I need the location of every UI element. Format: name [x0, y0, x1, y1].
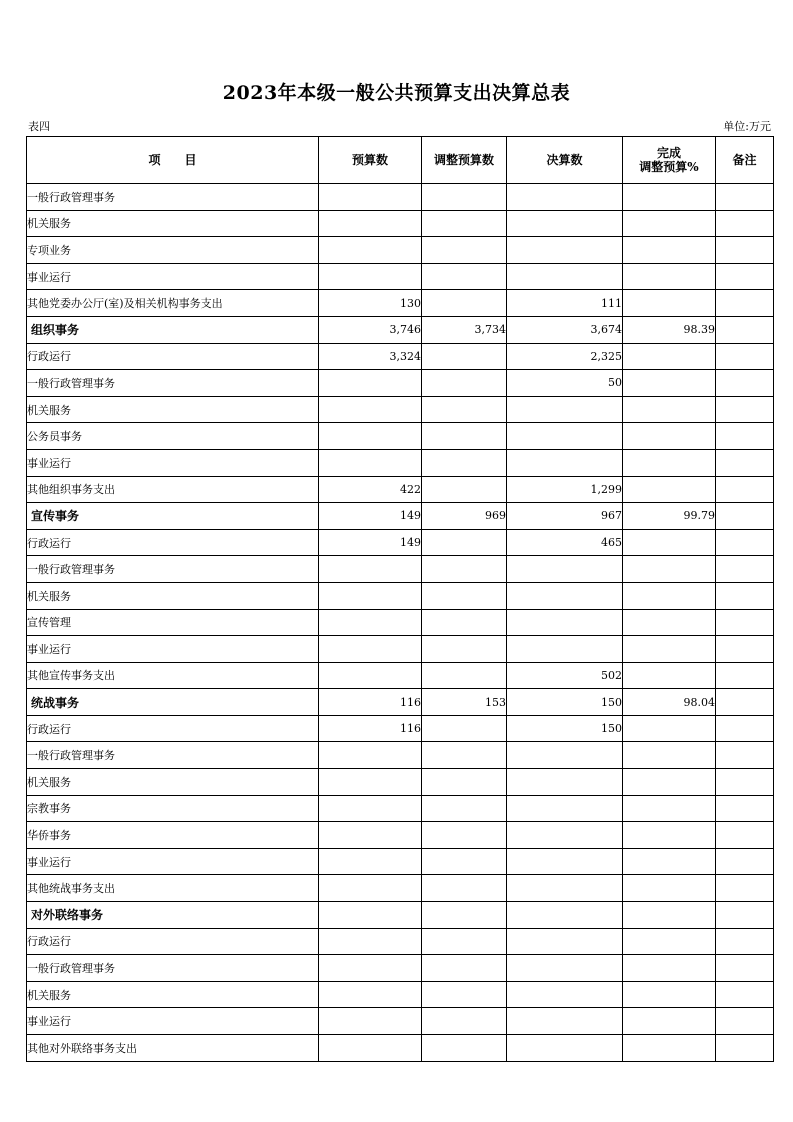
row-item-name: 宗教事务: [27, 795, 319, 822]
row-budget: [319, 263, 422, 290]
row-adjusted-budget: 153: [422, 689, 507, 716]
row-completion-rate: [623, 556, 716, 583]
row-final-amount: 465: [507, 529, 623, 556]
row-remark: [716, 316, 774, 343]
row-completion-rate: [623, 449, 716, 476]
row-final-amount: 2,325: [507, 343, 623, 370]
row-final-amount: 111: [507, 290, 623, 317]
row-item-name: 公务员事务: [27, 423, 319, 450]
table-category-row: [27, 503, 774, 530]
row-completion-rate: [623, 742, 716, 769]
row-budget: [319, 556, 422, 583]
row-final-amount: [507, 875, 623, 902]
table-row: [27, 582, 774, 609]
row-adjusted-budget: [422, 875, 507, 902]
row-adjusted-budget: [422, 529, 507, 556]
table-row: [27, 290, 774, 317]
row-budget: [319, 928, 422, 955]
row-final-amount: [507, 396, 623, 423]
row-item-name: 统战事务: [27, 689, 319, 716]
table-row: [27, 556, 774, 583]
row-item-name: 机关服务: [27, 582, 319, 609]
table-row: [27, 476, 774, 503]
row-remark: [716, 1035, 774, 1062]
row-remark: [716, 529, 774, 556]
table-category-row: [27, 689, 774, 716]
row-completion-rate: [623, 423, 716, 450]
row-remark: [716, 848, 774, 875]
row-remark: [716, 184, 774, 211]
row-adjusted-budget: [422, 1008, 507, 1035]
row-budget: [319, 1035, 422, 1062]
row-completion-rate: [623, 237, 716, 264]
row-final-amount: 967: [507, 503, 623, 530]
row-completion-rate: [623, 875, 716, 902]
row-final-amount: [507, 556, 623, 583]
row-budget: [319, 875, 422, 902]
row-remark: [716, 928, 774, 955]
header-remark: 备注: [716, 137, 774, 184]
row-final-amount: 150: [507, 689, 623, 716]
row-item-name: 事业运行: [27, 636, 319, 663]
row-adjusted-budget: [422, 476, 507, 503]
row-completion-rate: [623, 636, 716, 663]
row-remark: [716, 370, 774, 397]
row-budget: [319, 848, 422, 875]
row-completion-rate: [623, 715, 716, 742]
row-adjusted-budget: [422, 263, 507, 290]
row-remark: [716, 902, 774, 929]
row-remark: [716, 609, 774, 636]
row-budget: [319, 609, 422, 636]
row-final-amount: [507, 263, 623, 290]
row-budget: [319, 449, 422, 476]
row-adjusted-budget: [422, 609, 507, 636]
row-remark: [716, 503, 774, 530]
row-remark: [716, 396, 774, 423]
row-adjusted-budget: [422, 981, 507, 1008]
header-budget: 预算数: [319, 137, 422, 184]
row-budget: 130: [319, 290, 422, 317]
table-row: [27, 742, 774, 769]
row-completion-rate: [623, 263, 716, 290]
row-adjusted-budget: [422, 1035, 507, 1062]
expenditure-table: [26, 136, 774, 1062]
row-remark: [716, 636, 774, 663]
row-adjusted-budget: [422, 769, 507, 796]
table-row: [27, 848, 774, 875]
row-budget: [319, 184, 422, 211]
row-remark: [716, 981, 774, 1008]
unit-label: 单位:万元: [723, 120, 771, 133]
row-final-amount: [507, 423, 623, 450]
row-completion-rate: 98.04: [623, 689, 716, 716]
row-adjusted-budget: [422, 210, 507, 237]
row-final-amount: [507, 184, 623, 211]
row-completion-rate: [623, 609, 716, 636]
table-row: [27, 370, 774, 397]
row-remark: [716, 769, 774, 796]
row-final-amount: 3,674: [507, 316, 623, 343]
row-item-name: 宣传管理: [27, 609, 319, 636]
row-adjusted-budget: [422, 848, 507, 875]
row-budget: 149: [319, 503, 422, 530]
row-completion-rate: [623, 822, 716, 849]
row-item-name: 事业运行: [27, 449, 319, 476]
row-budget: [319, 370, 422, 397]
row-item-name: 机关服务: [27, 981, 319, 1008]
row-item-name: 行政运行: [27, 715, 319, 742]
row-adjusted-budget: [422, 556, 507, 583]
row-remark: [716, 263, 774, 290]
row-budget: [319, 582, 422, 609]
table-row: [27, 636, 774, 663]
row-remark: [716, 822, 774, 849]
row-item-name: 事业运行: [27, 1008, 319, 1035]
row-final-amount: [507, 449, 623, 476]
row-budget: [319, 1008, 422, 1035]
row-remark: [716, 662, 774, 689]
row-adjusted-budget: [422, 582, 507, 609]
row-adjusted-budget: [422, 822, 507, 849]
row-adjusted-budget: [422, 237, 507, 264]
row-budget: [319, 742, 422, 769]
row-remark: [716, 237, 774, 264]
table-row: [27, 609, 774, 636]
row-final-amount: [507, 981, 623, 1008]
row-adjusted-budget: [422, 290, 507, 317]
row-completion-rate: [623, 343, 716, 370]
row-remark: [716, 210, 774, 237]
row-item-name: 一般行政管理事务: [27, 955, 319, 982]
row-remark: [716, 875, 774, 902]
row-budget: 3,324: [319, 343, 422, 370]
row-budget: [319, 423, 422, 450]
row-item-name: 对外联络事务: [27, 902, 319, 929]
row-budget: [319, 396, 422, 423]
row-final-amount: 502: [507, 662, 623, 689]
row-adjusted-budget: [422, 742, 507, 769]
row-completion-rate: [623, 529, 716, 556]
row-remark: [716, 1008, 774, 1035]
table-row: [27, 263, 774, 290]
row-completion-rate: [623, 184, 716, 211]
row-budget: [319, 795, 422, 822]
table-row: [27, 210, 774, 237]
row-final-amount: [507, 636, 623, 663]
table-body: [27, 184, 774, 1062]
row-budget: [319, 662, 422, 689]
row-adjusted-budget: [422, 370, 507, 397]
row-adjusted-budget: [422, 928, 507, 955]
table-row: [27, 981, 774, 1008]
row-item-name: 宣传事务: [27, 503, 319, 530]
row-final-amount: 1,299: [507, 476, 623, 503]
row-budget: 116: [319, 715, 422, 742]
table-category-row: [27, 902, 774, 929]
table-row: [27, 662, 774, 689]
row-item-name: 机关服务: [27, 769, 319, 796]
row-remark: [716, 955, 774, 982]
header-item: 项 目: [27, 137, 319, 184]
table-row: [27, 529, 774, 556]
row-completion-rate: [623, 1008, 716, 1035]
row-item-name: 行政运行: [27, 343, 319, 370]
row-budget: [319, 902, 422, 929]
row-item-name: 华侨事务: [27, 822, 319, 849]
table-row: [27, 237, 774, 264]
row-final-amount: [507, 237, 623, 264]
row-item-name: 一般行政管理事务: [27, 556, 319, 583]
row-adjusted-budget: [422, 662, 507, 689]
row-adjusted-budget: [422, 343, 507, 370]
table-row: [27, 184, 774, 211]
row-completion-rate: [623, 396, 716, 423]
row-budget: 149: [319, 529, 422, 556]
row-remark: [716, 689, 774, 716]
row-item-name: 一般行政管理事务: [27, 370, 319, 397]
row-adjusted-budget: 3,734: [422, 316, 507, 343]
row-final-amount: [507, 928, 623, 955]
row-final-amount: [507, 582, 623, 609]
row-item-name: 其他组织事务支出: [27, 476, 319, 503]
row-item-name: 其他统战事务支出: [27, 875, 319, 902]
row-budget: [319, 769, 422, 796]
row-completion-rate: [623, 290, 716, 317]
row-item-name: 组织事务: [27, 316, 319, 343]
row-remark: [716, 290, 774, 317]
table-header-row: [27, 137, 774, 184]
table-row: [27, 715, 774, 742]
row-remark: [716, 795, 774, 822]
row-budget: [319, 955, 422, 982]
row-adjusted-budget: [422, 955, 507, 982]
row-item-name: 专项业务: [27, 237, 319, 264]
row-budget: [319, 981, 422, 1008]
row-item-name: 一般行政管理事务: [27, 742, 319, 769]
header-completion-rate: [623, 137, 716, 184]
row-completion-rate: [623, 210, 716, 237]
table-row: [27, 769, 774, 796]
row-remark: [716, 423, 774, 450]
row-remark: [716, 715, 774, 742]
table-row: [27, 1035, 774, 1062]
header-final-amount: 决算数: [507, 137, 623, 184]
row-completion-rate: [623, 582, 716, 609]
row-item-name: 行政运行: [27, 529, 319, 556]
row-final-amount: [507, 1035, 623, 1062]
row-adjusted-budget: [422, 636, 507, 663]
row-completion-rate: [623, 848, 716, 875]
row-final-amount: [507, 822, 623, 849]
table-category-row: [27, 316, 774, 343]
row-final-amount: [507, 609, 623, 636]
row-budget: 116: [319, 689, 422, 716]
row-item-name: 其他宣传事务支出: [27, 662, 319, 689]
row-item-name: 其他对外联络事务支出: [27, 1035, 319, 1062]
page-title: 2023年本级一般公共预算支出决算总表: [222, 82, 571, 104]
header-completion-line1: 完成: [656, 146, 681, 160]
row-final-amount: [507, 902, 623, 929]
row-completion-rate: [623, 370, 716, 397]
header-completion-line2: 调整预算%: [639, 160, 699, 174]
row-item-name: 事业运行: [27, 848, 319, 875]
table-row: [27, 343, 774, 370]
table-row: [27, 955, 774, 982]
row-adjusted-budget: [422, 795, 507, 822]
row-budget: [319, 822, 422, 849]
table-label: 表四: [28, 120, 50, 133]
table-row: [27, 396, 774, 423]
row-item-name: 行政运行: [27, 928, 319, 955]
table-row: [27, 423, 774, 450]
row-adjusted-budget: [422, 902, 507, 929]
row-remark: [716, 476, 774, 503]
row-completion-rate: [623, 769, 716, 796]
header-adjusted-budget: 调整预算数: [422, 137, 507, 184]
row-remark: [716, 582, 774, 609]
row-adjusted-budget: [422, 423, 507, 450]
table-row: [27, 928, 774, 955]
row-completion-rate: [623, 928, 716, 955]
row-budget: 3,746: [319, 316, 422, 343]
row-adjusted-budget: 969: [422, 503, 507, 530]
row-completion-rate: [623, 955, 716, 982]
row-completion-rate: [623, 981, 716, 1008]
row-completion-rate: 98.39: [623, 316, 716, 343]
row-final-amount: 50: [507, 370, 623, 397]
row-completion-rate: [623, 902, 716, 929]
row-item-name: 机关服务: [27, 396, 319, 423]
table-row: [27, 449, 774, 476]
row-adjusted-budget: [422, 184, 507, 211]
table-row: [27, 1008, 774, 1035]
row-budget: 422: [319, 476, 422, 503]
row-final-amount: [507, 795, 623, 822]
row-remark: [716, 556, 774, 583]
row-budget: [319, 237, 422, 264]
row-final-amount: [507, 1008, 623, 1035]
row-completion-rate: [623, 662, 716, 689]
row-item-name: 事业运行: [27, 263, 319, 290]
row-completion-rate: [623, 1035, 716, 1062]
row-remark: [716, 742, 774, 769]
row-item-name: 其他党委办公厅(室)及相关机构事务支出: [27, 290, 319, 317]
row-completion-rate: [623, 476, 716, 503]
row-final-amount: [507, 742, 623, 769]
row-item-name: 一般行政管理事务: [27, 184, 319, 211]
row-final-amount: [507, 769, 623, 796]
row-final-amount: [507, 210, 623, 237]
row-adjusted-budget: [422, 449, 507, 476]
row-budget: [319, 210, 422, 237]
table-row: [27, 795, 774, 822]
row-remark: [716, 449, 774, 476]
row-item-name: 机关服务: [27, 210, 319, 237]
row-remark: [716, 343, 774, 370]
row-budget: [319, 636, 422, 663]
table-row: [27, 875, 774, 902]
row-final-amount: [507, 955, 623, 982]
row-final-amount: 150: [507, 715, 623, 742]
table-row: [27, 822, 774, 849]
row-final-amount: [507, 848, 623, 875]
row-adjusted-budget: [422, 715, 507, 742]
row-completion-rate: [623, 795, 716, 822]
row-adjusted-budget: [422, 396, 507, 423]
row-completion-rate: 99.79: [623, 503, 716, 530]
